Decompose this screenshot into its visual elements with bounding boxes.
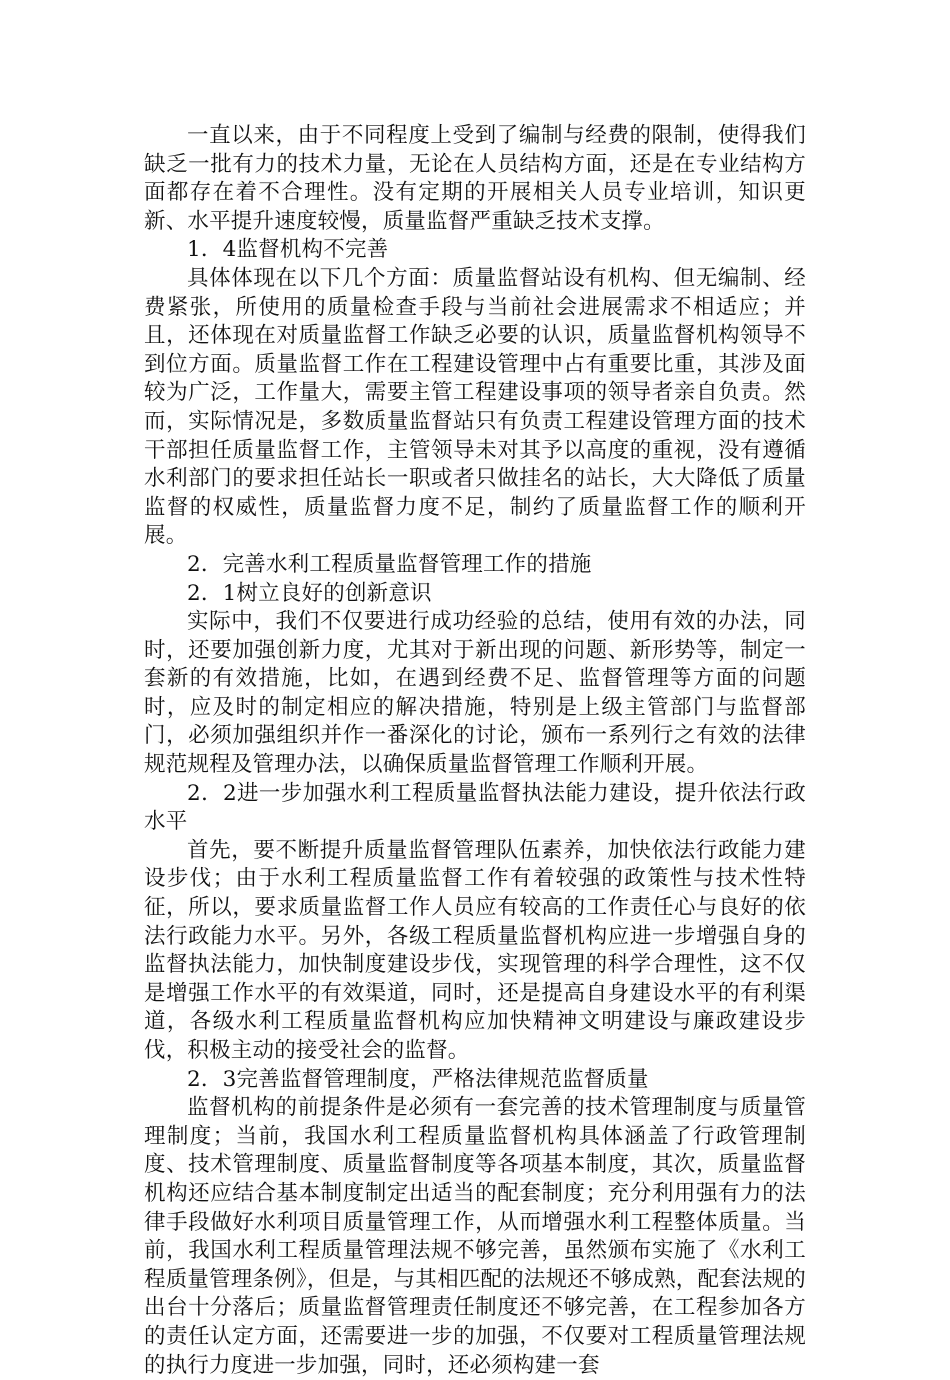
heading-2: 2．完善水利工程质量监督管理工作的措施 bbox=[187, 551, 592, 577]
paragraph-2-3: 监督机构的前提条件是必须有一套完善的技术管理制度与质量管理制度；当前，我国水利工程质量监督机构具体涵盖了行政管理制度、技术管理制度、质量监督制度等各项基本制度，其次，质量监督机构还应结合基本制度制定出适当的配套制度；充分利用强有力的法律手段做好水利项目质量管理工作，从而增强水利工程整体质量。当前，我国水利工程质量管理法规不够完善，虽然颁布实施了《水利工程质量管理条例》，但是，与其相匹配的法规还不够成熟，配套法规的出台十分落后；质量监督管理责任制度还不够完善，在工程参加各方的责任认定方面，还需要进一步的加强，不仅要对工程质量管理法规的执行力度进一步加强，同时，还必须构建一套 bbox=[144, 1095, 806, 1378]
paragraph-2-2: 首先，要不断提升质量监督管理队伍素养，加快依法行政能力建设步伐；由于水利工程质量监督工作有着较强的政策性与技术性特征，所以，要求质量监督工作人员应有较高的工作责任心与良好的依法行政能力水平。另外，各级工程质量监督机构应进一步增强自身的监督执法能力，加快制度建设步伐，实现管理的科学合理性，这不仅是增强工作水平的有效渠道，同时，还是提高自身建设水平的有利渠道，各级水利工程质量监督机构应加快精神文明建设与廉政建设步伐，积极主动的接受社会的监督。 bbox=[144, 837, 806, 1063]
heading-2-3: 2．3完善监督管理制度，严格法律规范监督质量 bbox=[187, 1066, 649, 1092]
heading-1-4: 1．4监督机构不完善 bbox=[187, 237, 389, 263]
paragraph-2-1: 实际中，我们不仅要进行成功经验的总结，使用有效的办法，同时，还要加强创新力度，尤其对于新出现的问题、新形势等，制定一套新的有效措施，比如，在遇到经费不足、监督管理等方面的问题时，应及时的制定相应的解决措施，特别是上级主管部门与监督部门，必须加强组织并作一番深化的讨论，颁布一系列行之有效的法律规范规程及管理办法，以确保质量监督管理工作顺利开展。 bbox=[144, 609, 806, 778]
paragraph-1-4: 具体体现在以下几个方面：质量监督站设有机构、但无编制、经费紧张，所使用的质量检查手段与当前社会进展需求不相适应；并且，还体现在对质量监督工作缺乏必要的认识，质量监督机构领导不到位方面。质量监督工作在工程建设管理中占有重要比重，其涉及面较为广泛，工作量大，需要主管工程建设事项的领导者亲自负责。然而，实际情况是，多数质量监督站只有负责工程建设管理方面的技术干部担任质量监督工作，主管领导未对其予以高度的重视，没有遵循水利部门的要求担任站长一职或者只做挂名的站长，大大降低了质量监督的权威性，质量监督力度不足，制约了质量监督工作的顺利开展。 bbox=[144, 265, 806, 549]
paragraph-intro: 一直以来，由于不同程度上受到了编制与经费的限制，使得我们缺乏一批有力的技术力量，无论在人员结构方面，还是在专业结构方面都存在着不合理性。没有定期的开展相关人员专业培训，知识更新、水平提升速度较慢，质量监督严重缺乏技术支撑。 bbox=[144, 123, 806, 234]
heading-2-1: 2．1树立良好的创新意识 bbox=[187, 580, 432, 606]
heading-2-2: 2．2进一步加强水利工程质量监督执法能力建设，提升依法行政水平 bbox=[144, 780, 806, 835]
document-body bbox=[144, 122, 806, 1380]
